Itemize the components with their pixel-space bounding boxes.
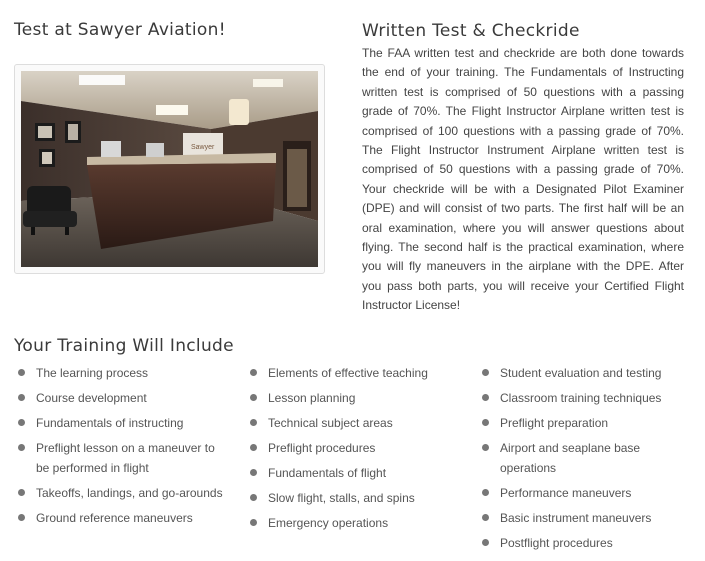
list-item-label: Preflight preparation xyxy=(500,416,609,430)
list-item-label: Performance maneuvers xyxy=(500,486,632,500)
list-item-label: Student evaluation and testing xyxy=(500,366,662,380)
training-list-column-2 xyxy=(250,363,460,538)
list-item xyxy=(18,508,228,528)
bullet-icon xyxy=(250,419,257,426)
list-item-label: Postflight procedures xyxy=(500,536,613,550)
list-item xyxy=(18,413,228,433)
office-reception-photo xyxy=(21,71,318,267)
list-item xyxy=(250,363,460,383)
office-photo xyxy=(14,64,325,274)
written-test-title: Written Test & Checkride xyxy=(362,21,580,41)
bullet-icon xyxy=(250,394,257,401)
bullet-icon xyxy=(250,444,257,451)
list-item-label: Classroom training techniques xyxy=(500,391,662,405)
bullet-icon xyxy=(18,514,25,521)
list-item xyxy=(482,533,697,553)
bullet-icon xyxy=(18,489,25,496)
bullet-icon xyxy=(250,519,257,526)
bullet-icon xyxy=(250,369,257,376)
list-item-label: Course development xyxy=(36,391,147,405)
list-item xyxy=(18,363,228,383)
list-item xyxy=(18,388,228,408)
list-item-label: Preflight procedures xyxy=(268,441,376,455)
list-item xyxy=(250,463,460,483)
bullet-icon xyxy=(18,419,25,426)
list-item-label: Airport and seaplane base operations xyxy=(500,441,641,475)
list-item xyxy=(482,388,697,408)
bullet-icon xyxy=(250,469,257,476)
list-item-label: Slow flight, stalls, and spins xyxy=(268,491,415,505)
training-title: Your Training Will Include xyxy=(14,336,234,356)
bullet-icon xyxy=(482,514,489,521)
page-title: Test at Sawyer Aviation! xyxy=(14,20,226,40)
list-item-label: Fundamentals of instructing xyxy=(36,416,184,430)
list-item xyxy=(482,438,697,478)
list-item-label: Elements of effective teaching xyxy=(268,366,428,380)
bullet-icon xyxy=(482,489,489,496)
bullet-icon xyxy=(482,369,489,376)
list-item xyxy=(482,508,697,528)
list-item-label: Technical subject areas xyxy=(268,416,393,430)
list-item xyxy=(482,413,697,433)
list-item-label: The learning process xyxy=(36,366,149,380)
training-list-column-1 xyxy=(18,363,228,533)
list-item-label: Emergency operations xyxy=(268,516,389,530)
list-item xyxy=(18,438,228,478)
bullet-icon xyxy=(18,369,25,376)
bullet-icon xyxy=(482,419,489,426)
written-test-body: The FAA written test and checkride are both done towards the end of your training. The Fundamentals of Instructing written test is comprised of 50 questions with a passing grade of 70%. The Flight Instructor Airplane written test is comprised of 100 questions with a passing grade of 70%. The Flight Instructor Instrument Airplane written test is comprised of 50 questions with a passing grade of 70%. Your checkride will be with a Designated Pilot Examiner (DPE) and will consist of two parts. The first half will be an oral examination, where you will answer questions about flying. The second half is the practical examination, where you will fly maneuvers in the airplane with the DPE. After you pass both parts, you will receive your Certified Flight Instructor License! xyxy=(362,46,684,313)
list-item xyxy=(250,488,460,508)
list-item-label: Fundamentals of flight xyxy=(268,466,387,480)
list-item-label: Ground reference maneuvers xyxy=(36,511,193,525)
list-item-label: Lesson planning xyxy=(268,391,356,405)
bullet-icon xyxy=(18,394,25,401)
desk-sign: Sawyer xyxy=(191,144,215,151)
bullet-icon xyxy=(250,494,257,501)
bullet-icon xyxy=(18,444,25,451)
list-item-label: Basic instrument maneuvers xyxy=(500,511,652,525)
list-item xyxy=(250,513,460,533)
list-item xyxy=(250,438,460,458)
list-item-label: Preflight lesson on a maneuver to be performed in flight xyxy=(36,441,215,475)
list-item-label: Takeoffs, landings, and go-arounds xyxy=(36,486,223,500)
bullet-icon xyxy=(482,539,489,546)
list-item xyxy=(18,483,228,503)
bullet-icon xyxy=(482,444,489,451)
bullet-icon xyxy=(482,394,489,401)
list-item xyxy=(482,483,697,503)
list-item xyxy=(482,363,697,383)
training-list-column-3 xyxy=(482,363,697,558)
list-item xyxy=(250,413,460,433)
list-item xyxy=(250,388,460,408)
